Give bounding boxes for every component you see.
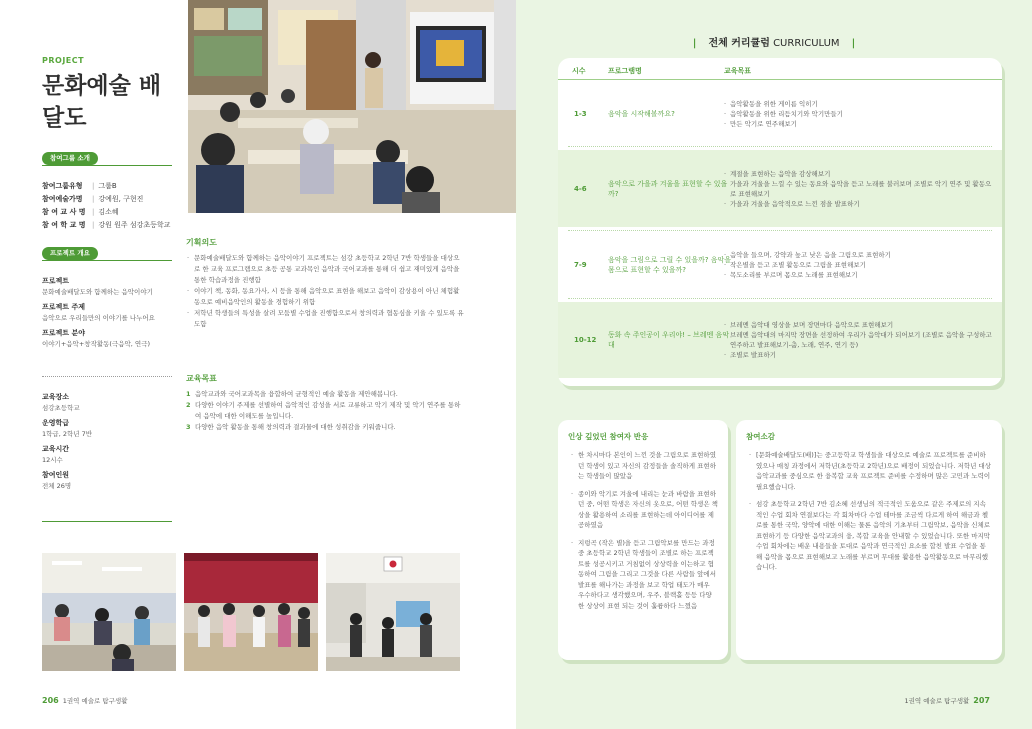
page-number-left: 206 [42,696,59,705]
overview-tag-line [42,260,172,261]
row-divider [568,298,992,299]
reflection-item: · 섬강 초등학교 2학년 7반 김소혜 선생님의 적극적인 도움으로 같은 주제로의 지속적인 수업 회차 연결보다는 각 회차마다 수업 테마를 조금씩 다르게 하여 해금과 첼로를 통한 국악, 양악에 대한 이해는 물론 음악의 기초부터 그림악보, 음악을 신체로 표현하기 등 다양한 음악교과의 융, 복합 교육을 안내할 수 있었습니다. 또한 마지막 수업 회차에는 배운 내용들을 토대로 음악과 연극적인 요소를 합친 발표 수업을 통해 음악을 몸으로 표현해보고 노래를 부르며 무대를 활용한 음악활동으로 마무리했습니다. [748,499,992,573]
info-row-group-type: 참여그룹유형 | 그룹B [42,182,117,190]
goal-item: 1 음악교과와 국어교과목을 융합하여 균형적인 예술 활동을 제안해봅니다. [186,390,398,398]
details-bottom-line [42,521,172,522]
bottom-photo-2 [184,553,318,671]
reflection-list [748,450,992,580]
bottom-photo-1 [42,553,176,671]
bottom-photo-3 [326,553,460,671]
info-row-artists: 참여예술가명 | 강예원, 구현진 [42,195,144,203]
footer-left: 206 1권역 예술로 탐구생활 [42,696,128,705]
goal-item: 3 다양한 음악 활동을 통해 창의력과 결과물에 대한 성취감을 키워줍니다. [186,423,396,431]
impression-item: · 지렁곡 (작은 별)을 듣고 그림악보를 만드는 과정 중 초등학교 2학년 학생들이 조별로 하는 프로젝트를 성공시키고 거침없이 상상력을 이는하고 협동하여 그림을 그리고 그것을 다른 사람들 앞에서 발표를 해나가는 과정을 보고 학업 태도가 매우 우수하다고 생각했으며, 우주, 블랙홀 등등 다양한 상상이 표현 되는 것이 훌륭하다 느꼈음 [570,538,718,612]
goals-list [186,389,464,433]
impression-item: · 종이와 악기로 겨울에 내리는 눈과 바람을 표현하던 중, 어떤 학생은 자신의 옷으로, 어떤 학생은 책상을 활용하여 소리를 표현하는데 아이디어를 제공하였음 [570,489,718,531]
info-row-teacher: 참 여 교 사 명 | 김소혜 [42,208,119,216]
curriculum-title: | 전체 커리큘럼 CURRICULUM | [692,38,856,49]
planning-item: · 이야기 책, 동화, 동요가사, 시 등을 통해 음악으로 표현을 해보고 음악이 감상용이 아닌 체험활동으로 예비음악인의 활동을 경험하기 위함 [186,286,464,308]
planning-list [186,253,464,330]
row-divider [568,146,992,147]
page-title: 문화예술 배달도 [42,73,162,131]
impressions-list [570,450,718,618]
planning-item: · 문화예술배달도와 함께하는 음악이야기 프로젝트는 섬강 초등학교 2학년 7반 학생들을 대상으로 한 교육 프로그램으로 초등 공통 교과목인 음악과 국어교과를 통해 더 쉽고 재미있게 음악을 통한 학습과정을 진행함 [186,253,464,286]
page-number-right: 207 [973,696,990,705]
reflection-box [736,420,1002,660]
goals-heading: 교육목표 [186,374,217,383]
planning-item: · 저학년 학생들의 특성을 살려 모둠별 수업을 진행함으로서 창의력과 협동심을 키울 수 있도록 유도함 [186,308,464,330]
reflection-heading: 참여소감 [746,432,775,441]
dotted-divider [42,376,172,377]
reflection-item: · [문화예술배달도(배)]는 중고등학교 학생들을 대상으로 예술로 프로젝트를 준비하였으나 매칭 과정에서 저학년(초등학교 2학년)으로 배정이 되었습니다. 저학년 대상 음악교과를 중심으로 한 융복합 교육 프로젝트 준비를 수정하며 많은 고민과 노력이 필요했습니다. [748,450,992,492]
row-divider [568,230,992,231]
project-label: PROJECT [42,56,85,65]
right-page [516,0,1032,729]
curriculum-table [558,58,1002,386]
goal-item: 2 다양한 이야기 주제를 선별하여 음악적인 감성을 서로 교류하고 악기 제작 및 악기 연주를 통하여 음악에 대한 이해도를 높입니다. [186,401,461,420]
overview-tag: 프로젝트 개요 [42,247,98,260]
participants-tag: 참여그룹 소개 [42,152,98,165]
impressions-box [558,420,728,660]
classroom-photo [188,0,516,213]
planning-heading: 기획의도 [186,238,217,247]
curriculum-row: 1-3 음악을 시작해볼까요? · 음악활동을 위한 게이름 익히기 · 음악활동을 위한 리듬치기와 악기만들기 · 만든 악기로 연주해보기 [558,84,1002,144]
info-row-school: 참 여 학 교 명 | 강원 원주 섬강초등학교 [42,221,171,229]
impressions-heading: 인상 깊었던 참여자 반응 [568,432,649,441]
curriculum-row: 4-6 음악으로 가을과 겨울을 표현할 수 있을까? · 계절을 표현하는 음악을 감상해보기 · 가을과 겨울을 느낄 수 있는 동요와 음악을 듣고 노래를 불러보며 조별로 악기 연주 및 활동으로 표현해보기 · 가을과 겨울을 음악적으로 느낀 점을 발표하기 [558,150,1002,227]
curriculum-row: 10-12 동화 속 주인공이 우리야! – 브레멘 음악대 · 브레멘 음악대 영상을 보며 장면마다 음악으로 표현해보기 · 브레멘 음악대의 마지막 장면을 선정하여 우리가 음악대가 되어보기 (조별로 음악을 구성하고 연주하고 발표해보기-춤, 노래, 연주, 연기 등) · 조별로 발표하기 [558,302,1002,378]
details-list: 교육장소 섬강초등학교 운영학급 1학급, 2학년 7반 교육시간 12시수 참여인원 전체 26명 [42,393,93,490]
impression-item: · 한 차시마다 본인이 느낀 것을 그림으로 표현하였던 학생이 있고 자신의 감정들을 솔직하게 표현하는 학생들이 많았음 [570,450,718,482]
overview-list: 프로젝트 문화예술배달도와 함께하는 음악이야기 프로젝트 주제 음악으로 우리들만의 이야기를 나누어요 프로젝트 분야 이야기+음악+창작활동(극음악, 연극) [42,277,155,348]
participants-tag-line [42,165,172,166]
footer-right: 1권역 예술로 탐구생활 207 [904,696,990,705]
curriculum-header: 시수 프로그램명 교육목표 [558,64,1002,80]
curriculum-row: 7-9 음악을 그림으로 그릴 수 있을까? 음악을 몸으로 표현할 수 있을까? · 음악을 들으며, 강약과 높고 낮은 음을 그림으로 표현하기 · 작은별을 듣고 조별 활동으로 그림을 표현해보기 · 목도소리를 부르며 몸으로 노래를 표현해보기 [558,234,1002,296]
